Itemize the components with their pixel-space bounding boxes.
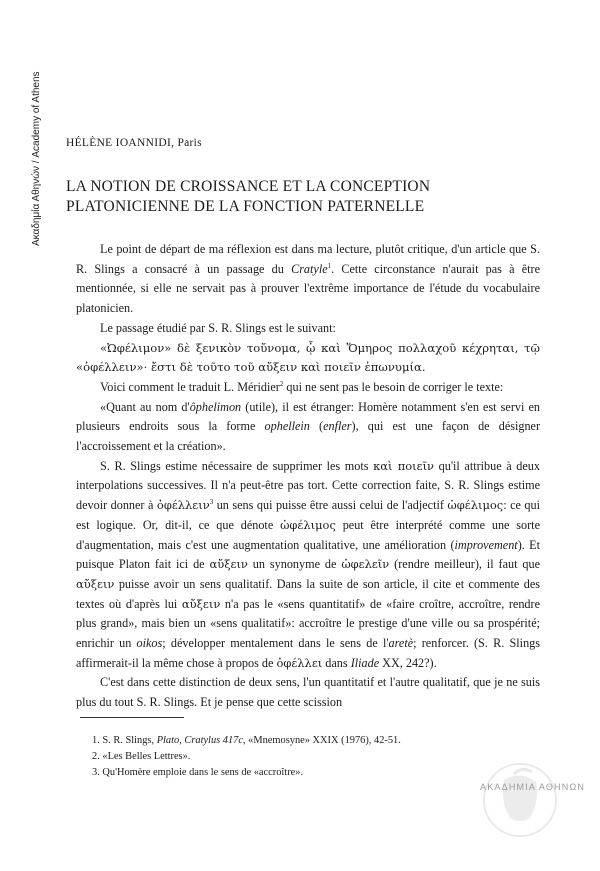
term: aretè xyxy=(388,636,414,651)
text: un sens qui puisse être aussi celui de l'adjectif xyxy=(213,498,448,513)
text: ). Et puisque Platon fait ici de xyxy=(76,537,540,572)
text: ; renforcer. (S. R. Slings affirmerait-il la même chose à propos de xyxy=(76,636,540,670)
footnote-divider xyxy=(80,717,184,718)
work-title: Plato, Cratylus 417c xyxy=(156,735,243,746)
term: improvement xyxy=(454,537,518,552)
article-title xyxy=(66,177,526,217)
text: qu'il attribue à deux interpolations successives. Il n'a peut-être pas tort. Cette correction faite, S. R. Slings estime devoir donner à xyxy=(76,458,540,513)
text: Voici comment le traduit L. Méridier xyxy=(100,379,280,394)
cratyle-ref: Cratyle xyxy=(291,261,328,276)
greek-term: ὀφέλλει xyxy=(276,655,323,670)
greek-term: αὔξειν xyxy=(76,576,115,591)
paragraph-6 xyxy=(76,457,540,674)
text: 1. S. R. Slings, xyxy=(92,735,157,746)
footnote-ref-3: 3 xyxy=(209,498,214,507)
footnote-ref-1: 1 xyxy=(327,261,332,270)
text: . Cette circonstance n'aurait pas à être mentionnée, si elle ne servait pas à prouver l'extrême importance de l'étude du vocabulaire platonicien. xyxy=(76,261,540,316)
footnote-3: 3. Qu'Homère emploie dans le sens de «accroître». xyxy=(92,767,304,778)
translation-quote xyxy=(76,398,540,457)
greek-term: καὶ ποιεῖν xyxy=(373,458,435,473)
article-body xyxy=(76,240,540,713)
greek-term: αὔξειν xyxy=(181,596,221,611)
paragraph-7: C'est dans cette distinction de deux sens, l'un quantitatif et l'autre qualitatif, que je ne suis plus du tout S. R. Slings. Et je pense que cette scission xyxy=(76,675,540,710)
title-line-1: LA NOTION DE CROISSANCE ET LA CONCEPTION xyxy=(66,178,431,195)
text: un synonyme de xyxy=(247,557,342,572)
paragraph-1 xyxy=(76,240,540,319)
text: , «Mnemosyne» XXIX (1976), 42-51. xyxy=(242,735,401,746)
footnote-2: 2. «Les Belles Lettres». xyxy=(92,751,191,762)
paragraph-2: Le passage étudié par S. R. Slings est le suivant: xyxy=(100,320,336,335)
text: n'a pas le «sens quantitatif» de «faire croître, accroître, rendre plus grand», mais bien un «sens qualitatif»: accroître le prestige d'une ville ou sa prospérité; enrichir un xyxy=(76,596,540,651)
text: qui ne sent pas le besoin de corriger le texte: xyxy=(283,379,504,394)
text: puisse avoir un sens qualitatif. Dans la suite de son article, il cite et commente des textes où d'après lui xyxy=(76,576,540,611)
text: (utile), il est étranger: Homère notamment s'en est servi en plusieurs endroits sous la forme xyxy=(76,399,540,434)
text: Le point de départ de ma réflexion est dans ma lecture, plutôt critique, d'un article que S. R. Slings a consacré à un passage du xyxy=(76,242,540,276)
text: ( xyxy=(309,419,324,434)
term: enfler xyxy=(323,419,352,434)
greek-term: αὔξειν xyxy=(209,557,248,572)
term: ophellein xyxy=(264,419,310,434)
seal-text: ΑΚΑΔΗΜΙΑ ΑΘΗΝΩΝ xyxy=(480,782,586,792)
term: Iliade xyxy=(350,655,380,670)
greek-term: ὠφέλιμος xyxy=(447,498,504,513)
paragraph-4 xyxy=(76,378,540,398)
author-line: HÉLÈNE IOANNIDI, Paris xyxy=(66,137,202,149)
text: ; développer mentalement dans le sens de l' xyxy=(162,636,389,651)
title-line-2: PLATONICIENNE DE LA FONCTION PATERNELLE xyxy=(66,198,425,215)
term: ôphelimon xyxy=(189,399,242,414)
greek-quotation: «Ὠφέλιμον» δὲ ξενικὸν τοὔνομα, ᾧ καὶ Ὅμηρος πολλαχοῦ κέχρηται, τῷ «ὀφέλλειν»· ἔστι δὲ τοῦτο τοῦ αὔξειν καὶ ποιεῖν ἐπωνυμία. xyxy=(76,340,540,375)
text: S. R. Slings estime nécessaire de supprimer les mots xyxy=(100,458,374,473)
greek-term: ὠφέλιμος xyxy=(280,517,336,532)
text: ), qui est une façon de désigner l'accroissement et la création». xyxy=(76,419,541,454)
academy-seal-watermark xyxy=(440,740,600,860)
text: (rendre meilleur), il faut que xyxy=(389,557,540,572)
text: : ce qui est logique. Or, dit-il, ce que dénote xyxy=(76,498,541,532)
greek-term: ὀφέλλειν xyxy=(156,498,210,513)
footnote-ref-2: 2 xyxy=(279,379,284,388)
term: oikos xyxy=(136,636,163,651)
text: peut être interprété comme une sorte d'augmentation, mais c'est une augmentation qualitative, une amélioration ( xyxy=(76,517,540,552)
text: dans xyxy=(322,655,351,670)
side-watermark: Ακαδημία Αθηνών / Academy of Athens xyxy=(31,71,42,246)
greek-term: ὠφελεῖν xyxy=(341,557,390,572)
text: «Quant au nom d' xyxy=(100,399,190,414)
text: XX, 242?). xyxy=(379,655,437,670)
